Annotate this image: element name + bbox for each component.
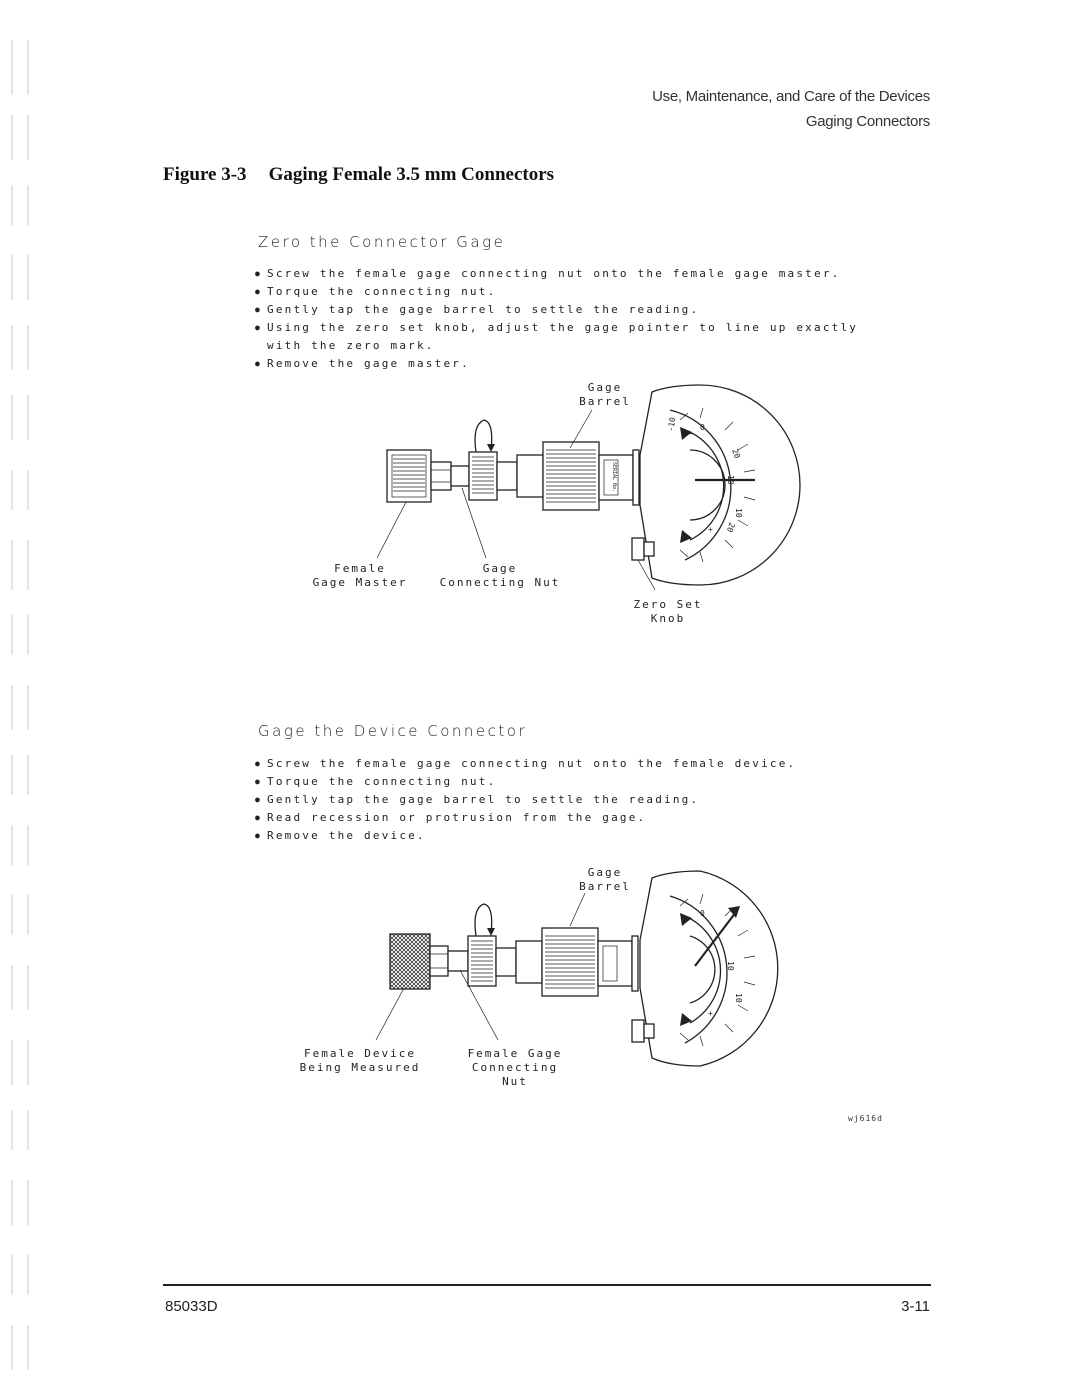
- zero-set-knob: [632, 538, 654, 560]
- dial-tick-label: 10: [734, 508, 743, 518]
- footer-page-number: 3-11: [901, 1298, 930, 1315]
- figure-number: Figure 3-3: [163, 164, 247, 185]
- dial2-plus-sign: +: [708, 1009, 713, 1018]
- zero-step-1: ● Screw the female gage connecting nut onto the female gage master.: [255, 265, 895, 283]
- female-nut-label-line3: Nut: [502, 1075, 528, 1088]
- gage-barrel-2-label: [565, 866, 645, 894]
- dial-tick-label: 0: [700, 423, 705, 432]
- female-nut-label-line2: Connecting: [471, 1061, 559, 1074]
- gage-barrel: [543, 442, 639, 510]
- zero-section-title: Zero the Connector Gage: [258, 233, 506, 251]
- female-nut-label: [455, 1047, 575, 1089]
- figure-title: [163, 164, 554, 186]
- gage-barrel-label-line2: Barrel: [579, 395, 631, 408]
- footer-model: 85033D: [165, 1298, 218, 1315]
- gage-barrel-label-line1: Gage: [587, 381, 623, 394]
- gage-master-body: [387, 450, 451, 502]
- dial-indicator-2: [640, 871, 778, 1066]
- binding-margin-marks: [0, 0, 40, 1397]
- zero-set-knob-label-line1: Zero Set: [633, 598, 703, 611]
- serial-number-label: SERIAL No.: [611, 462, 617, 493]
- dial-tick-label: 20: [730, 447, 742, 460]
- gage-master-label-line1: Female: [334, 562, 386, 575]
- zero-set-knob-label-line2: Knob: [650, 612, 686, 625]
- dial2-tick-label: 10: [734, 993, 743, 1003]
- gage-master-label: [300, 562, 420, 590]
- dial2-tick-label: 10: [726, 961, 735, 971]
- female-device-label-line1: Female Device: [303, 1047, 417, 1060]
- zero-step-4-continued: with the zero mark.: [267, 339, 435, 352]
- zero-set-knob-label: [623, 598, 713, 626]
- figure-ref-id: wj616d: [848, 1114, 883, 1123]
- zero-step-5: ● Remove the gage master.: [255, 355, 895, 373]
- running-header-section: Use, Maintenance, and Care of the Devices: [652, 88, 930, 105]
- female-nut-label-line1: Female Gage: [467, 1047, 563, 1060]
- female-gage-connecting-nut: [468, 904, 496, 986]
- female-device-label-line2: Being Measured: [299, 1061, 421, 1074]
- device-step-5: ● Remove the device.: [255, 827, 895, 845]
- zero-step-3: ● Gently tap the gage barrel to settle the reading.: [255, 301, 895, 319]
- device-step-1: ● Screw the female gage connecting nut onto the female device.: [255, 755, 895, 773]
- zero-step-2: ● Torque the connecting nut.: [255, 283, 895, 301]
- device-steps-list: [255, 755, 895, 845]
- zero-set-knob-2: [632, 1020, 654, 1042]
- dial-indicator: [640, 385, 800, 585]
- dial-tick-label: -10: [666, 416, 678, 433]
- female-device-label: [290, 1047, 430, 1075]
- connecting-nut-label: [435, 562, 565, 590]
- dial2-tick-label: 0: [700, 909, 705, 918]
- gage-master-label-line2: Gage Master: [312, 576, 408, 589]
- female-device-body: [390, 934, 448, 989]
- dial-tick-label: 10: [726, 475, 735, 485]
- footer-rule: [163, 1284, 931, 1286]
- gage-connecting-nut: [469, 420, 497, 500]
- figure-caption: Gaging Female 3.5 mm Connectors: [268, 164, 555, 185]
- running-header-subsection: Gaging Connectors: [805, 113, 930, 130]
- dial-minus-sign: -: [688, 429, 693, 438]
- dial-plus-sign: +: [708, 525, 713, 534]
- zero-gage-diagram: [370, 380, 810, 590]
- device-step-3: ● Gently tap the gage barrel to settle the reading.: [255, 791, 895, 809]
- gage-barrel-2-label-line1: Gage: [587, 866, 623, 879]
- dial-tick-label: 20: [724, 521, 737, 534]
- device-step-4: ● Read recession or protrusion from the gage.: [255, 809, 895, 827]
- gage-barrel-2: [542, 928, 638, 996]
- gage-barrel-label: [565, 381, 645, 409]
- connecting-nut-label-line2: Connecting Nut: [439, 576, 561, 589]
- gage-barrel-2-label-line2: Barrel: [579, 880, 631, 893]
- device-step-2: ● Torque the connecting nut.: [255, 773, 895, 791]
- zero-steps-list: [255, 265, 895, 373]
- connecting-nut-label-line1: Gage: [482, 562, 518, 575]
- device-gage-diagram: [370, 868, 810, 1068]
- device-section-title: Gage the Device Connector: [258, 722, 528, 740]
- zero-step-4: ● Using the zero set knob, adjust the gage pointer to line up exactly: [255, 319, 895, 337]
